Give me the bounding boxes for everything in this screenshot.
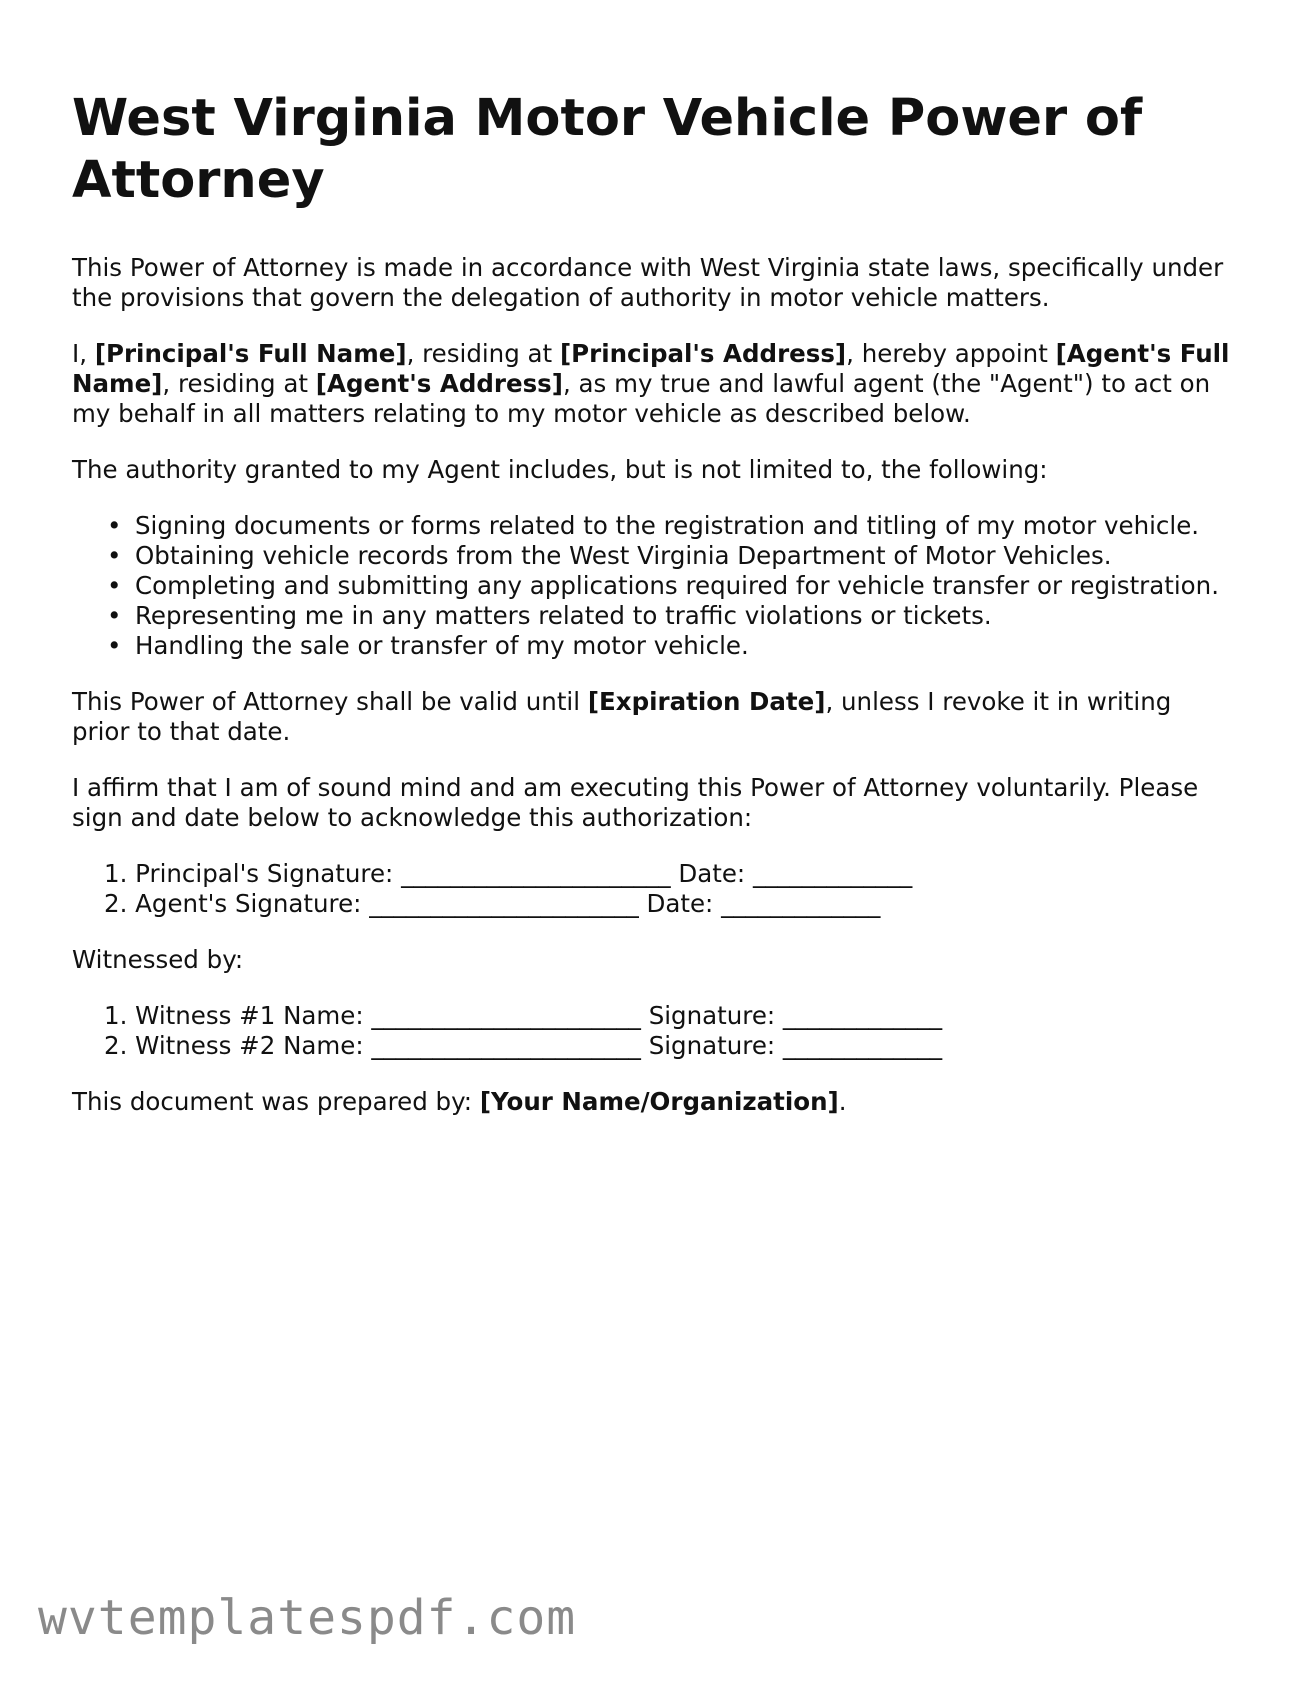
bullet-icon: •	[107, 571, 122, 600]
bullet-icon: •	[107, 631, 122, 660]
validity-paragraph	[72, 687, 1232, 747]
bullet-icon: •	[107, 511, 122, 540]
principal-signature-line: 1. Principal's Signature: ______________________ Date: _____________	[104, 859, 913, 888]
document-page	[72, 88, 1232, 1143]
list-item-text: Obtaining vehicle records from the West Virginia Department of Motor Vehicles.	[135, 541, 1112, 570]
witness-2-line: 2. Witness #2 Name: ______________________ Signature: _____________	[104, 1031, 943, 1060]
bullet-icon: •	[107, 601, 122, 630]
bullet-icon: •	[107, 541, 122, 570]
appointment-text-1: I,	[72, 339, 95, 368]
list-item	[107, 601, 1232, 631]
witness-list	[72, 1001, 1232, 1061]
validity-text-2: , unless I revoke it in writing prior to that date.	[72, 687, 1172, 746]
prepared-text-2: .	[838, 1087, 847, 1116]
expiration-date-placeholder: [Expiration Date]	[587, 687, 826, 716]
watermark: wvtemplatespdf.com	[38, 1590, 577, 1646]
list-item-text: Signing documents or forms related to the registration and titling of my motor vehicle.	[135, 511, 1200, 540]
preparer-placeholder: [Your Name/Organization]	[479, 1087, 839, 1116]
agent-address-placeholder: [Agent's Address]	[315, 369, 563, 398]
agent-signature-line: 2. Agent's Signature: ______________________ Date: _____________	[104, 889, 881, 918]
agent-name-placeholder: [Agent's Full Name]	[72, 339, 1230, 398]
list-item-text: Representing me in any matters related to traffic violations or tickets.	[135, 601, 992, 630]
appointment-paragraph	[72, 339, 1232, 429]
affirmation-paragraph: I affirm that I am of sound mind and am executing this Power of Attorney voluntarily. Please sign and date below to acknowledge this authorization:	[72, 773, 1199, 832]
principal-name-placeholder: [Principal's Full Name]	[94, 339, 407, 368]
list-item	[107, 631, 1232, 661]
signature-list	[72, 859, 1232, 919]
list-item	[107, 511, 1232, 541]
appointment-text-4: , residing at	[162, 369, 316, 398]
intro-paragraph: This Power of Attorney is made in accordance with West Virginia state laws, specifically under the provisions that govern the delegation of authority in motor vehicle matters.	[72, 253, 1224, 312]
validity-text-1: This Power of Attorney shall be valid until	[72, 687, 588, 716]
list-item-text: Handling the sale or transfer of my motor vehicle.	[135, 631, 749, 660]
appointment-text-3: , hereby appoint	[846, 339, 1056, 368]
list-item	[107, 571, 1232, 601]
witness-1-line: 1. Witness #1 Name: ______________________ Signature: _____________	[104, 1001, 943, 1030]
prepared-text-1: This document was prepared by:	[72, 1087, 480, 1116]
appointment-text-5: , as my true and lawful agent (the "Agent") to act on my behalf in all matters relating to my motor vehicle as described below.	[72, 369, 1211, 428]
appointment-text-2: , residing at	[406, 339, 560, 368]
prepared-by-paragraph	[72, 1087, 1232, 1117]
list-item-text: Completing and submitting any applications required for vehicle transfer or registration.	[135, 571, 1219, 600]
principal-address-placeholder: [Principal's Address]	[559, 339, 847, 368]
authority-intro: The authority granted to my Agent includes, but is not limited to, the following:	[72, 455, 1048, 484]
witnessed-by-label: Witnessed by:	[72, 945, 244, 974]
list-item	[107, 541, 1232, 571]
document-title: West Virginia Motor Vehicle Power of Attorney	[72, 89, 1143, 210]
authority-list	[72, 511, 1232, 661]
